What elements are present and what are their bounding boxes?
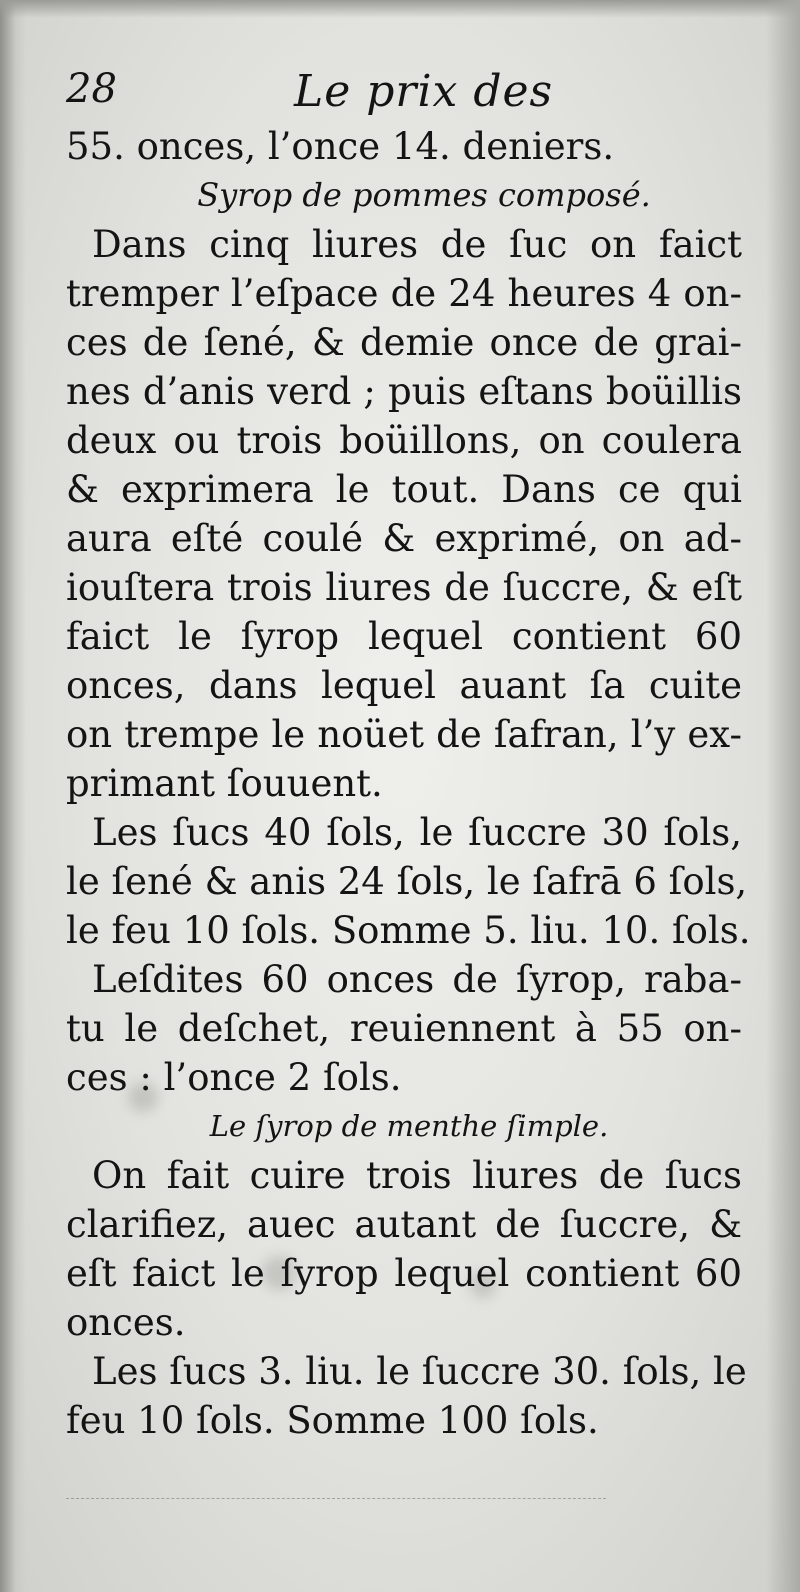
paragraph-last-line: onces. (66, 1301, 186, 1344)
text-line: & exprimera le tout. Dans ce qui (66, 468, 742, 511)
page-number: 28 (66, 66, 117, 112)
text-line: nes d’anis verd ; puis eſtans boüillis (66, 370, 742, 413)
text-line: ces de ſené, & demie once de grai- (66, 321, 742, 364)
text-line: tu le deſchet, reuiennent à 55 on- (66, 1007, 742, 1050)
paragraph-first-line: Dans cinq liures de ſuc on faict (92, 223, 742, 266)
page-edge-top (0, 0, 800, 18)
text-line: tremper l’eſpace de 24 heures 4 on- (66, 272, 742, 315)
text-line: iouſtera trois liures de ſuccre, & eſt (66, 566, 742, 609)
paragraph-last-line: primant ſouuent. (66, 762, 383, 805)
text-line: le ſené & anis 24 ſols, le ſafrā 6 ſols, (66, 860, 748, 903)
paragraph-first-line: On fait cuire trois liures de ſucs (92, 1154, 742, 1197)
paragraph-first-line: Leſdites 60 onces de ſyrop, raba- (92, 958, 742, 1001)
paragraph-last-line: 55. onces, l’once 14. deniers. (66, 125, 615, 168)
page-header (66, 60, 746, 120)
paragraph-last-line: ces : l’once 2 ſols. (66, 1056, 402, 1099)
page-edge-right (766, 0, 800, 1592)
text-line: on trempe le noüet de ſafran, l’y ex- (66, 713, 742, 756)
section-heading: Le ſyrop de menthe ſimple. (209, 1109, 609, 1143)
text-line: clarifiez, auec autant de ſuccre, & (66, 1203, 742, 1246)
section-heading: Syrop de pommes composé. (197, 176, 651, 214)
paragraph-first-line: Les ſucs 40 ſols, le ſuccre 30 ſols, (92, 811, 742, 854)
footer-rule (66, 1498, 606, 1499)
text-line: deux ou trois boüillons, on coulera (66, 419, 742, 462)
text-line: onces, dans lequel auant ſa cuite (66, 664, 742, 707)
text-line: faict le ſyrop lequel contient 60 (66, 615, 742, 658)
running-head: Le prix des (294, 66, 554, 117)
text-block (66, 122, 751, 1445)
text-line: le feu 10 ſols. Somme 5. liu. 10. ſols. (66, 909, 751, 952)
paragraph-last-line: feu 10 ſols. Somme 100 ſols. (66, 1399, 599, 1442)
paragraph-first-line: Les ſucs 3. liu. le ſuccre 30. ſols, le (92, 1350, 747, 1393)
text-line: eſt faict le ſyrop lequel contient 60 (66, 1252, 742, 1295)
text-line: aura eſté coulé & exprimé, on ad- (66, 517, 742, 560)
page-edge-left (0, 0, 26, 1592)
